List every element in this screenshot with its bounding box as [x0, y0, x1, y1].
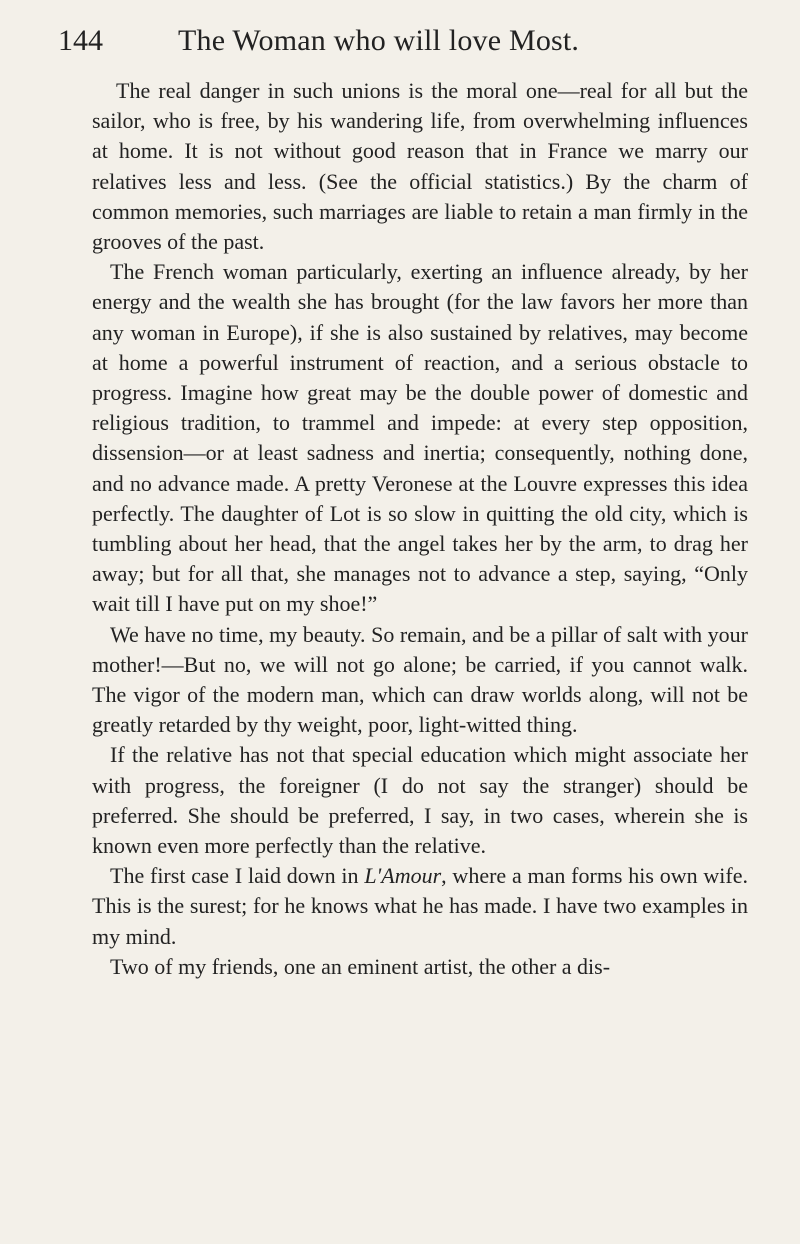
paragraph-5-rest: , where a man forms his own wife. This is the surest; for he knows what he has made. I have two examples in my mind.	[92, 863, 748, 949]
page-number: 144	[58, 24, 103, 57]
paragraph-5	[92, 861, 748, 952]
paragraph-6: Two of my friends, one an eminent artist, the other a dis-	[110, 953, 611, 979]
running-title: The Woman who will love Most.	[178, 24, 580, 57]
paragraph-2: The French woman particularly, exerting an influence already, by her energy and the wealth she has brought (for the law favors her more than any woman in Europe), if she is also sustained by relatives, may become at home a powerful instrument of reaction, and a serious obstacle to progress. Imagine how great may be the double power of domestic and religious tradition, to trammel and impede: at every step opposition, dissension—or at least sadness and inertia; consequently, nothing done, and no advance made. A pretty Veronese at the Louvre expresses this idea perfectly. The daughter of Lot is so slow in quitting the old city, which is tumbling about her head, that the angel takes her by the arm, to drag her away; but for all that, she manages not to advance a step, saying, “Only wait till I have put on my shoe!”	[92, 259, 748, 617]
paragraph-4: If the relative has not that special education which might associate her with progress, the foreigner (I do not say the stranger) should be preferred. She should be preferred, I say, in two cases, wherein she is known even more perfectly than the relative.	[92, 742, 748, 859]
paragraph-3: We have no time, my beauty. So remain, and be a pillar of salt with your mother!—But no, we will not go alone; be carried, if you cannot walk. The vigor of the modern man, which can draw worlds along, will not be greatly retarded by thy weight, poor, light-witted thing.	[92, 621, 748, 738]
paragraph-5-start: The first case I laid down in	[110, 863, 365, 889]
body-text	[92, 76, 748, 982]
paragraph-1: The real danger in such unions is the moral one—real for all but the sailor, who is free, by his wandering life, from overwhelming influences at home. It is not without good reason that in France we marry our relatives less and less. (See the official statistics.) By the charm of common memories, such marriages are liable to retain a man firmly in the grooves of the past.	[92, 78, 748, 255]
book-title-reference: L'Amour	[364, 863, 442, 889]
running-head	[48, 26, 740, 76]
